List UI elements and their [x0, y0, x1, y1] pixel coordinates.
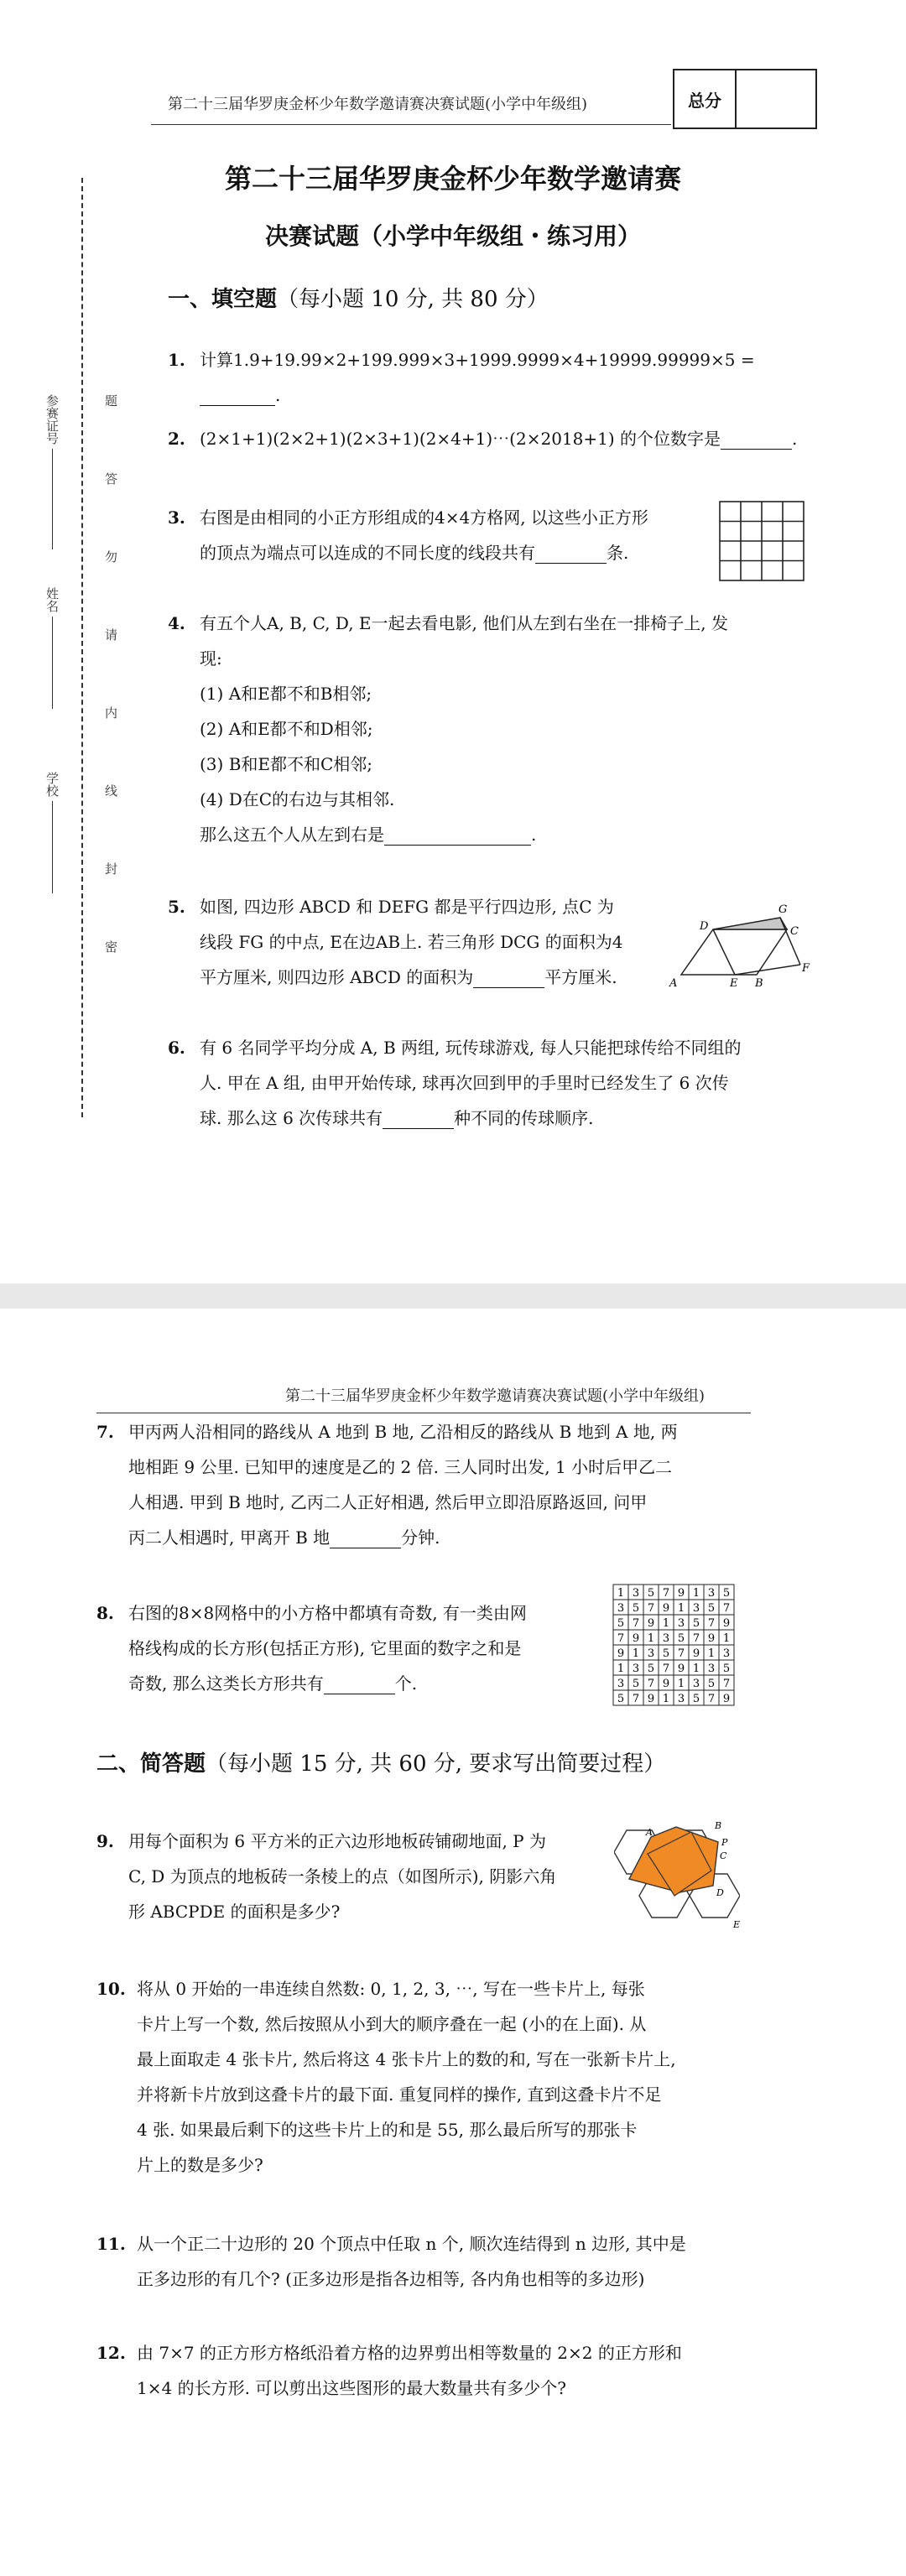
grid-cell-number: 1 [647, 1632, 655, 1645]
sidebar-name: 姓名 [44, 587, 61, 709]
grid-cell-number: 1 [677, 1678, 685, 1690]
section-2-name: 二、简答题 [96, 1751, 206, 1777]
section-1-name: 一、填空题 [168, 287, 278, 312]
parallelogram-figure [663, 898, 814, 990]
exam-page-2 [0, 1309, 906, 2576]
exam-subtitle: 决赛试题（小学中年级组・练习用） [264, 222, 641, 250]
answer-blank-8[interactable] [324, 1672, 395, 1694]
answer-blank-3[interactable] [535, 541, 607, 564]
question-4: 4. 有五个人A, B, C, D, E一起去看电影, 他们从左到右坐在一排椅子上, 发 现: (1) A和E都不和B相邻; (2) A和E都不和D相邻; (3) B和E都不和C相邻; (4) D在C的右边与其相邻. 那么这五个人从左到右是 . [168, 613, 728, 845]
grid-cell-number: 3 [647, 1647, 655, 1660]
sidebar-seal-words: 题答勿请内线封密 [103, 394, 118, 1018]
grid-cell-number: 7 [647, 1678, 655, 1690]
fig9-label-c: C [720, 1850, 727, 1861]
question-10: 10. 将从 0 开始的一串连续自然数: 0, 1, 2, 3, ⋯, 写在一些卡片上, 每张 卡片上写一个数, 然后按照从小到大的顺序叠在一起 (小的在上面). 从 最上面取走 4 张卡片, 然后将这 4 张卡片上的数的和, 写在一张新卡片上, 并将新卡片放到这叠卡片的最下面. 重复同样的操作, 直到这叠卡片不足 4 张. 如果最后剩下的这些卡片上的和是 55, 那么最后所写的那张卡 片上的数是多少? [96, 1979, 676, 2175]
grid-cell-number: 9 [707, 1632, 716, 1645]
grid-cell-number: 3 [617, 1602, 625, 1615]
grid-cell-number: 9 [647, 1617, 655, 1630]
question-2: 2. (2×1+1)(2×2+1)(2×3+1)(2×4+1)⋯(2×2018+1) 的个位数字是 . [168, 429, 798, 449]
sidebar-id: 参赛证号 [44, 394, 61, 549]
header-rule [151, 124, 671, 125]
total-score-field[interactable] [737, 70, 815, 127]
grid-cell-number: 5 [617, 1693, 625, 1705]
grid-cell-number: 9 [722, 1617, 731, 1630]
answer-blank-5[interactable] [473, 965, 544, 988]
fig9-label-a: A [646, 1827, 653, 1838]
grid-cell-number: 7 [662, 1663, 670, 1675]
id-blank[interactable] [52, 449, 53, 549]
sidebar-school: 学校 [44, 772, 61, 893]
grid-cell-number: 7 [617, 1632, 625, 1645]
fig5-label-g: G [778, 903, 788, 916]
fig9-label-p: P [721, 1837, 728, 1848]
grid-4x4-figure [718, 500, 805, 582]
grid-cell-number: 7 [722, 1678, 731, 1690]
hexagon-tiling-figure [614, 1812, 740, 1929]
grid-cell-number: 5 [617, 1617, 625, 1630]
fig5-label-a: A [669, 977, 678, 990]
grid-cell-number: 5 [632, 1602, 640, 1615]
answer-blank-6[interactable] [383, 1106, 454, 1129]
total-score-label: 总分 [674, 70, 737, 127]
grid-cell-number: 1 [632, 1647, 640, 1660]
grid-cell-number: 3 [632, 1663, 640, 1675]
grid-cell-number: 9 [662, 1602, 670, 1615]
page-header: 第二十三届华罗庚金杯少年数学邀请赛决赛试题(小学中年级组) [285, 1387, 706, 1405]
grid-cell-number: 3 [692, 1602, 700, 1615]
grid-cell-number: 9 [677, 1587, 685, 1600]
grid-cell-number: 9 [677, 1663, 685, 1675]
exam-title: 第二十三届华罗庚金杯少年数学邀请赛 [224, 163, 681, 195]
grid-cell-number: 1 [722, 1632, 731, 1645]
grid-cell-number: 9 [662, 1678, 670, 1690]
fig9-label-b: B [715, 1820, 722, 1831]
grid-cell-number: 9 [692, 1647, 700, 1660]
fig5-label-d: D [700, 920, 709, 933]
question-1: 1. 计算1.9+19.99×2+199.999×3+1999.9999×4+19999.99999×5 =. [168, 350, 755, 405]
grid-cell-number: 3 [632, 1587, 640, 1600]
fig5-label-c: C [790, 925, 799, 938]
grid-cell-number: 5 [647, 1587, 655, 1600]
fig5-label-b: B [755, 977, 763, 990]
fig5-label-e: E [730, 977, 738, 990]
grid-cell-number: 3 [707, 1663, 716, 1675]
grid-cell-number: 3 [662, 1632, 670, 1645]
grid-cell-number: 5 [707, 1678, 716, 1690]
grid-cell-number: 5 [692, 1617, 700, 1630]
grid-cell-number: 7 [662, 1587, 670, 1600]
grid-cell-number: 5 [722, 1663, 731, 1675]
odd-number-grid-8x8 [611, 1582, 737, 1708]
grid-cell-number: 3 [677, 1617, 685, 1630]
seal-dashed-line [81, 178, 83, 1117]
fig5-label-f: F [802, 962, 810, 975]
question-12: 12. 由 7×7 的正方形方格纸沿着方格的边界剪出相等数量的 2×2 的正方形和 1×4 的长方形. 可以剪出这些图形的最大数量共有多少个? [96, 2343, 682, 2398]
grid-cell-number: 1 [662, 1617, 670, 1630]
grid-cell-number: 7 [647, 1602, 655, 1615]
grid-cell-number: 1 [692, 1663, 700, 1675]
grid-cell-number: 7 [677, 1647, 685, 1660]
grid-cell-number: 3 [722, 1647, 731, 1660]
grid-cell-number: 7 [707, 1693, 716, 1705]
grid-cell-number: 5 [632, 1678, 640, 1690]
page-gap [0, 1283, 906, 1309]
question-6: 6. 有 6 名同学平均分成 A, B 两组, 玩传球游戏, 每人只能把球传给不同组的 人. 甲在 A 组, 由甲开始传球, 球再次回到甲的手里时已经发生了 6 次传 球. 那么这 6 次传球共有 种不同的传球顺序. [168, 1038, 742, 1128]
grid-cell-number: 7 [632, 1693, 640, 1705]
total-score-box [673, 69, 817, 129]
name-blank[interactable] [52, 617, 53, 709]
grid-cell-number: 5 [662, 1647, 670, 1660]
question-9: 9. 用每个面积为 6 平方米的正六边形地板砖铺砌地面, P 为 C, D 为顶点的地板砖一条棱上的点（如图所示), 阴影六角 形 ABCPDE 的面积是多少? [96, 1831, 557, 1922]
grid-cell-number: 3 [617, 1678, 625, 1690]
grid-cell-number: 9 [617, 1647, 625, 1660]
section-2-note: （每小题 15 分, 共 60 分, 要求写出简要过程） [206, 1751, 666, 1777]
grid-cell-number: 7 [692, 1632, 700, 1645]
grid-cell-number: 7 [707, 1617, 716, 1630]
grid-cell-number: 3 [677, 1693, 685, 1705]
answer-blank-2[interactable] [721, 427, 792, 450]
grid-cell-number: 5 [692, 1693, 700, 1705]
grid-cell-number: 5 [677, 1632, 685, 1645]
grid-cell-number: 1 [617, 1663, 625, 1675]
grid-cell-number: 5 [722, 1587, 731, 1600]
grid-cell-number: 9 [722, 1693, 731, 1705]
grid-cell-number: 1 [707, 1647, 716, 1660]
section-2-heading [96, 1746, 665, 1777]
section-1-heading [168, 282, 549, 313]
grid-cell-number: 1 [692, 1587, 700, 1600]
answer-blank-4[interactable] [384, 823, 531, 846]
exam-page-1 [0, 0, 906, 1283]
fig9-label-d: D [716, 1887, 724, 1898]
answer-blank-7[interactable] [330, 1526, 401, 1548]
question-5: 5. 如图, 四边形 ABCD 和 DEFG 都是平行四边形, 点C 为 线段 FG 的中点, E在边AB上. 若三角形 DCG 的面积为4 平方厘米, 则四边形 ABCD 的面积为 平方厘米. [168, 897, 623, 987]
grid-cell-number: 3 [692, 1678, 700, 1690]
section-1-note: （每小题 10 分, 共 80 分） [277, 287, 549, 312]
grid-cell-number: 7 [632, 1617, 640, 1630]
grid-cell-number: 5 [647, 1663, 655, 1675]
grid-cell-number: 1 [662, 1693, 670, 1705]
grid-cell-number: 5 [707, 1602, 716, 1615]
grid-cell-number: 3 [707, 1587, 716, 1600]
grid-cell-number: 7 [722, 1602, 731, 1615]
question-8: 8. 右图的8×8网格中的小方格中都填有奇数, 有一类由网 格线构成的长方形(包括正方形), 它里面的数字之和是 奇数, 那么这类长方形共有 个. [96, 1603, 527, 1694]
school-blank[interactable] [52, 801, 53, 893]
grid-cell-number: 9 [647, 1693, 655, 1705]
question-7: 7. 甲丙两人沿相同的路线从 A 地到 B 地, 乙沿相反的路线从 B 地到 A 地, 两 地相距 9 公里. 已知甲的速度是乙的 2 倍. 三人同时出发, 1 小时后甲乙二 人相遇. 甲到 B 地时, 乙丙二人正好相遇, 然后甲立即沿原路返回, 问甲 丙二人相遇时, 甲离开 B 地 分钟. [96, 1422, 678, 1548]
grid-cell-number: 1 [617, 1587, 625, 1600]
grid-cell-number: 9 [632, 1632, 640, 1645]
page-header: 第二十三届华罗庚金杯少年数学邀请赛决赛试题(小学中年级组) [168, 96, 588, 113]
fig9-label-e: E [733, 1919, 740, 1929]
answer-blank-1[interactable] [200, 383, 275, 406]
grid-cell-number: 1 [677, 1602, 685, 1615]
question-11: 11. 从一个正二十边形的 20 个顶点中任取 n 个, 顺次连结得到 n 边形, 其中是 正多边形的有几个? (正多边形是指各边相等, 各内角也相等的多边形) [96, 2234, 686, 2289]
question-3: 3. 右图是由相同的小正方形组成的4×4方格网, 以这些小正方形 的顶点为端点可以连成的不同长度的线段共有 条. [168, 507, 648, 563]
